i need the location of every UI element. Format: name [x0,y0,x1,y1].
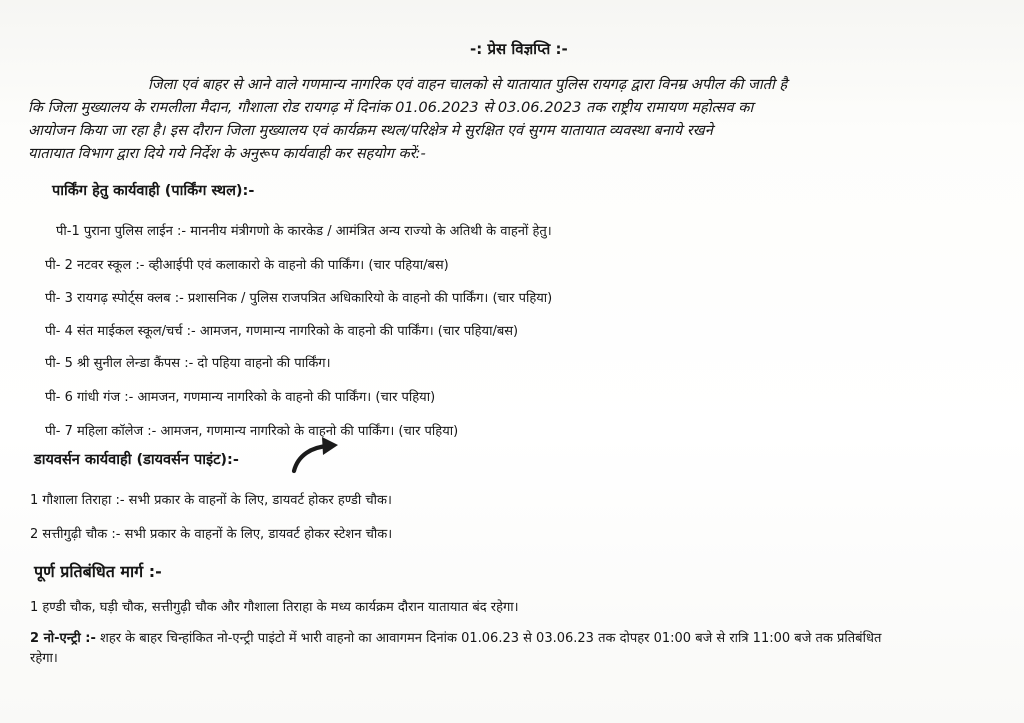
no-entry-label: 2 नो-एन्ट्री :- [30,631,96,646]
parking-item-p2: पी- 2 नटवर स्कूल :- व्हीआईपी एवं कलाकारो के वाहनो की पार्किंग। (चार पहिया/बस) [45,258,449,273]
parking-item-p1: पी-1 पुराना पुलिस लाईन :- माननीय मंत्रीगणो के कारकेड / आमंत्रित अन्य राज्यो के अतिथी के वाहनों हेतु। [56,224,552,239]
intro-line-2: कि जिला मुख्यालय के रामलीला मैदान, गौशाला रोड रायगढ़ में दिनांक 01.06.2023 से 03.06.2023 तक राष्ट्रीय रामायण महोत्सव का [28,99,754,116]
parking-item-p7: पी- 7 महिला कॉलेज :- आमजन, गणमान्य नागरिको के वाहनो की पार्किंग। (चार पहिया) [45,424,459,439]
intro-line-4: यातायात विभाग द्वारा दिये गये निर्देश के अनुरूप कार्यवाही कर सहयोग करें:- [28,145,426,162]
parking-heading: पार्किंग हेतु कार्यवाही (पार्किंग स्थल):- [52,183,255,199]
intro-line-3: आयोजन किया जा रहा है। इस दौरान जिला मुख्यालय एवं कार्यक्रम स्थल/परिक्षेत्र मे सुरक्षित एवं सुगम यातायात व्यवस्था बनाये रखने [28,122,713,139]
closed-route-item-2-continued: रहेगा। [30,651,58,666]
closed-route-item-1: 1 हण्डी चौक, घड़ी चौक, सत्तीगुढ़ी चौक और गौशाला तिराहा के मध्य कार्यक्रम दौरान यातायात बंद रहेगा। [30,600,519,615]
parking-item-p3: पी- 3 रायगढ़ स्पोर्ट्स क्लब :- प्रशासनिक / पुलिस राजपत्रित अधिकारियो के वाहनो की पार्किंग। (चार पहिया) [45,291,553,306]
curved-arrow-icon [288,433,344,475]
diversion-item-1: 1 गौशाला तिराहा :- सभी प्रकार के वाहनों के लिए, डायवर्ट होकर हण्डी चौक। [30,493,392,508]
parking-item-p6: पी- 6 गांधी गंज :- आमजन, गणमान्य नागरिको के वाहनो की पार्किंग। (चार पहिया) [45,390,436,405]
parking-item-p5: पी- 5 श्री सुनील लेन्डा कैंपस :- दो पहिया वाहनो की पार्किंग। [45,356,331,371]
diversion-item-2: 2 सत्तीगुढ़ी चौक :- सभी प्रकार के वाहनों के लिए, डायवर्ट होकर स्टेशन चौक। [30,527,393,542]
intro-line-1: जिला एवं बाहर से आने वाले गणमान्य नागरिक एवं वाहन चालको से यातायात पुलिस रायगढ़ द्वारा विनम्र अपील की जाती है [148,76,788,93]
parking-item-p4: पी- 4 संत माईकल स्कूल/चर्च :- आमजन, गणमान्य नागरिको के वाहनो की पार्किंग। (चार पहिया/बस) [45,324,519,339]
diversion-heading: डायवर्सन कार्यवाही (डायवर्सन पाइंट):- [34,452,239,468]
page-title: -: प्रेस विज्ञप्ति :- [470,40,568,58]
closed-route-item-2 [30,631,881,647]
closed-routes-heading: पूर्ण प्रतिबंधित मार्ग :- [34,562,162,581]
no-entry-text: शहर के बाहर चिन्हांकित नो-एन्ट्री पाइंटो में भारी वाहनो का आवागमन दिनांक 01.06.23 से 03.06.23 तक दोपहर 01:00 बजे से रात्रि 11:00 बजे तक प्रतिबंधित [95,631,882,646]
